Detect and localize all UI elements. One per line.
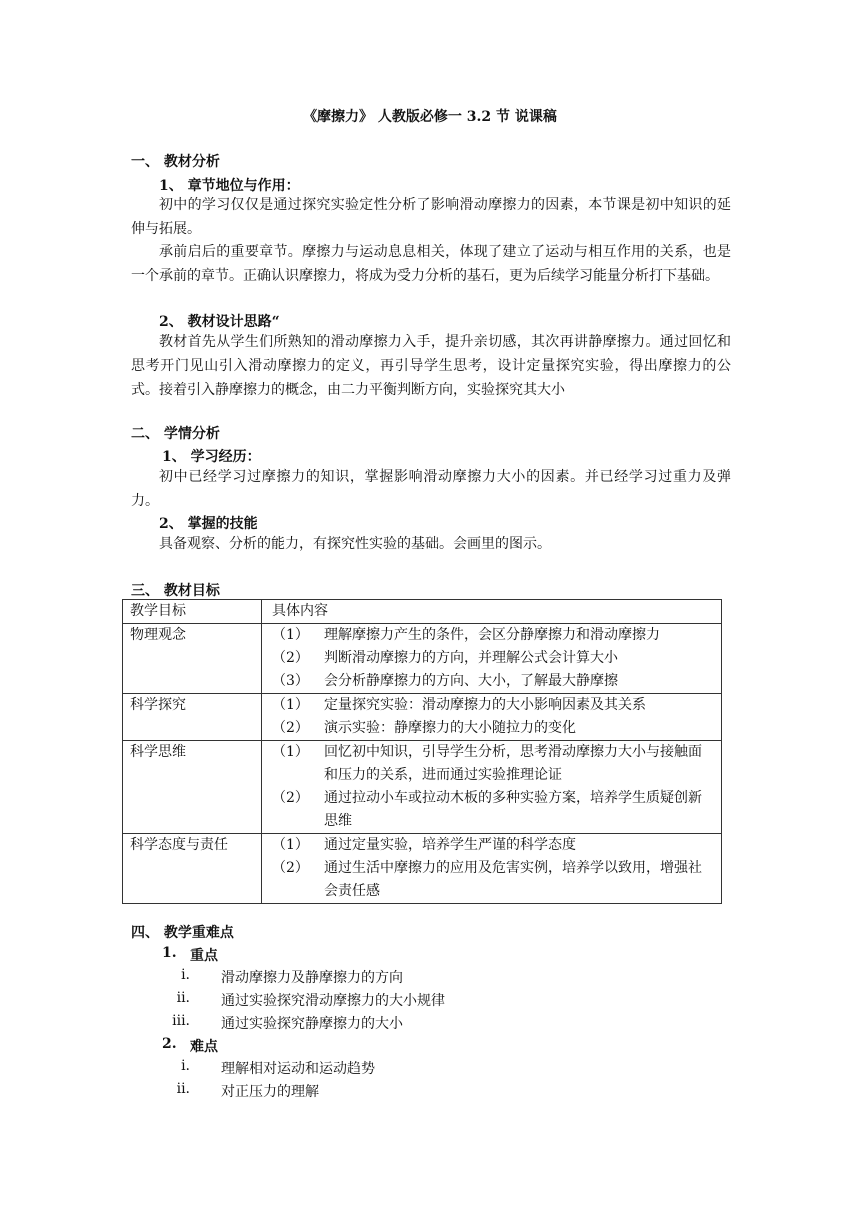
group-2-number: 2.	[162, 1036, 177, 1052]
item-number: （1）	[272, 837, 309, 853]
document-title: 《摩擦力》 人教版必修一 3.2 节 说课稿	[303, 109, 557, 125]
item-text: 判断滑动摩擦力的方向，并理解公式会计算大小	[324, 650, 618, 666]
item-text: 通过生活中摩擦力的应用及危害实例，培养学以致用，增强社会责任感	[324, 860, 702, 899]
content-cell	[262, 741, 722, 834]
list-item-text: 通过实验探究滑动摩擦力的大小规律	[221, 993, 445, 1009]
item-number: （2）	[272, 860, 309, 876]
table-row	[123, 624, 722, 694]
roman-numeral: ii.	[176, 1081, 190, 1097]
group-1-label: 重点	[190, 948, 218, 964]
item-number: （1）	[272, 744, 309, 760]
list-item-text: 滑动摩擦力及静摩擦力的方向	[221, 970, 403, 986]
section-2-sub-1: 1、 学习经历：	[162, 449, 261, 465]
list-item	[272, 857, 721, 903]
roman-numeral: i.	[181, 1058, 190, 1074]
table-row	[123, 741, 722, 834]
list-item-text: 通过实验探究静摩擦力的大小	[221, 1016, 403, 1032]
section-3-heading: 三、 教材目标	[131, 583, 220, 599]
table-header-content: 具体内容	[262, 600, 722, 624]
section-2-para-1: 初中已经学习过摩擦力的知识，掌握影响滑动摩擦力大小的因素。并已经学习过重力及弹力。	[131, 469, 731, 509]
item-number: （1）	[272, 697, 309, 713]
goals-table	[122, 599, 722, 904]
goal-cell: 科学思维	[123, 741, 262, 834]
table-header-goal: 教学目标	[123, 600, 262, 624]
section-1-sub-2: 2、 教材设计思路“	[159, 314, 280, 330]
content-cell	[262, 624, 722, 694]
section-2-para-2: 具备观察、分析的能力，有探究性实验的基础。会画里的图示。	[159, 536, 551, 552]
content-cell	[262, 834, 722, 904]
list-item	[272, 647, 721, 670]
list-item	[272, 741, 721, 787]
goal-cell: 物理观念	[123, 624, 262, 694]
table-row	[123, 694, 722, 741]
item-text: 会分析静摩擦力的方向、大小，了解最大静摩擦	[324, 673, 618, 689]
list-item	[272, 670, 721, 693]
roman-numeral: i.	[181, 967, 190, 983]
group-2-label: 难点	[190, 1039, 218, 1055]
item-number: （1）	[272, 627, 309, 643]
section-2-sub-2: 2、 掌握的技能	[159, 516, 258, 532]
section-1-para-3: 教材首先从学生们所熟知的滑动摩擦力入手，提升亲切感，其次再讲静摩擦力。通过回忆和思考开门见山引入滑动摩擦力的定义，再引导学生思考，设计定量探究实验，得出摩擦力的公式。接着引入静摩擦力的概念，由二力平衡判断方向，实验探究其大小	[131, 334, 731, 398]
section-2-heading: 二、 学情分析	[131, 426, 220, 442]
list-item	[272, 694, 721, 717]
list-item	[272, 624, 721, 647]
item-number: （2）	[272, 650, 309, 666]
group-1-number: 1.	[162, 945, 177, 961]
item-number: （2）	[272, 790, 309, 806]
item-text: 理解摩擦力产生的条件，会区分静摩擦力和滑动摩擦力	[324, 627, 660, 643]
roman-numeral: ii.	[176, 990, 190, 1006]
goal-cell: 科学态度与责任	[123, 834, 262, 904]
item-text: 回忆初中知识，引导学生分析，思考滑动摩擦力大小与接触面和压力的关系，进而通过实验推理论证	[324, 744, 702, 783]
item-number: （2）	[272, 720, 309, 736]
item-text: 定量探究实验：滑动摩擦力的大小影响因素及其关系	[324, 697, 646, 713]
item-text: 通过拉动小车或拉动木板的多种实验方案，培养学生质疑创新思维	[324, 790, 702, 829]
section-1-para-2: 承前启后的重要章节。摩擦力与运动息息相关，体现了建立了运动与相互作用的关系，也是一个承前的章节。正确认识摩擦力，将成为受力分析的基石，更为后续学习能量分析打下基础。	[131, 244, 731, 284]
list-item-text: 对正压力的理解	[221, 1084, 319, 1100]
item-number: （3）	[272, 673, 309, 689]
list-item	[272, 717, 721, 740]
table-row	[123, 834, 722, 904]
roman-numeral: iii.	[172, 1013, 190, 1029]
goal-cell: 科学探究	[123, 694, 262, 741]
section-1-para-1: 初中的学习仅仅是通过探究实验定性分析了影响滑动摩擦力的因素，本节课是初中知识的延伸与拓展。	[131, 197, 731, 237]
section-4-heading: 四、 教学重难点	[131, 925, 234, 941]
section-1-sub-1: 1、 章节地位与作用：	[159, 178, 300, 194]
list-item	[272, 787, 721, 833]
item-text: 通过定量实验，培养学生严谨的科学态度	[324, 837, 576, 853]
list-item-text: 理解相对运动和运动趋势	[221, 1061, 375, 1077]
table-header-row	[123, 600, 722, 624]
content-cell	[262, 694, 722, 741]
list-item	[272, 834, 721, 857]
item-text: 演示实验：静摩擦力的大小随拉力的变化	[324, 720, 576, 736]
section-1-heading: 一、 教材分析	[131, 154, 220, 170]
